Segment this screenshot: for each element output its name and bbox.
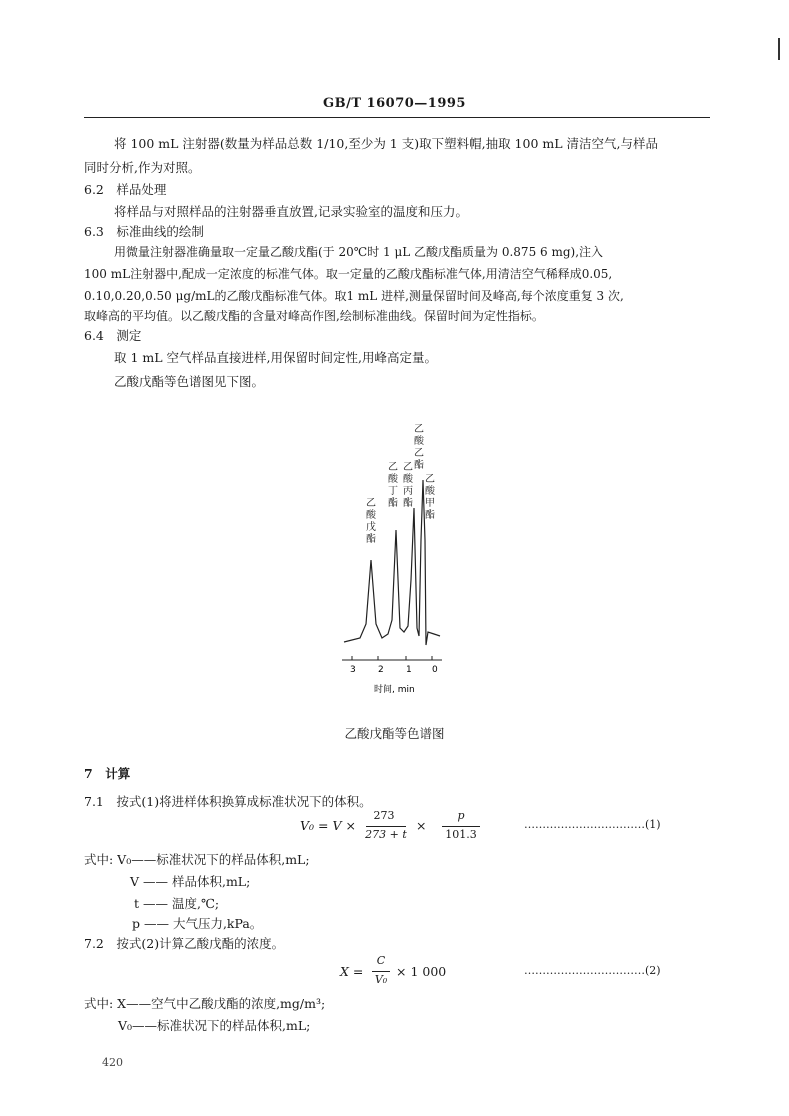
peak-label-amyl-acetate: 乙酸戊酯 [366,498,376,545]
page-number: 420 [102,1056,123,1069]
equation-1-lhs: V₀ = V × [300,818,356,833]
paragraph-line: 将 100 mL 注射器(数量为样品总数 1/10,至少为 1 支)取下塑料帽,抽取 100 mL 清洁空气,与样品 [114,136,658,151]
x-axis-label: 时间, min [374,685,415,695]
eq1-fraction-bar-2 [442,826,480,827]
margin-mark [778,38,780,60]
paragraph-line: 用微量注射器准确量取一定量乙酸戊酯(于 20℃时 1 μL 乙酸戊酯质量为 0.875 6 mg),注入 [114,245,604,259]
chromatogram-figure [330,420,470,705]
header-rule [84,117,710,118]
definition-line: V —— 样品体积,mL; [130,874,251,889]
paragraph-line: 100 mL注射器中,配成一定浓度的标准气体。取一定量的乙酸戊酯标准气体,用清洁空气稀释成0.05, [84,267,613,281]
x-tick-label: 3 [350,665,356,675]
eq1-denominator-2: 101.3 [445,828,477,841]
page-header: GB/T 16070—1995 [323,96,466,111]
paragraph-line: 乙酸戊酯等色谱图见下图。 [114,374,265,389]
x-axis-ticks [352,656,432,660]
x-tick-label: 2 [378,665,384,675]
peak-label-methyl-acetate: 乙酸甲酯 [425,474,435,521]
eq1-numerator-1: 273 [373,809,395,822]
section-heading: 7 计算 [84,766,131,781]
section-heading: 7.1 按式(1)将进样体积换算成标准状况下的体积。 [84,794,372,809]
eq1-number-dots: ……………………………(1) [524,818,661,831]
eq1-denominator-1: 273 + t [365,828,407,841]
section-heading: 6.3 标准曲线的绘制 [84,224,204,239]
paragraph-line: 取 1 mL 空气样品直接进样,用保留时间定性,用峰高定量。 [114,350,437,365]
eq2-number-dots: ……………………………(2) [524,964,661,977]
definition-line: t —— 温度,℃; [134,896,220,911]
eq2-numerator: C [376,954,386,967]
eq2-fraction-bar [372,971,390,972]
equation-2-lhs: X = [340,964,364,979]
paragraph-line: 将样品与对照样品的注射器垂直放置,记录实验室的温度和压力。 [114,204,468,219]
definition-line: 式中: V₀——标准状况下的样品体积,mL; [84,852,310,867]
section-heading: 6.4 测定 [84,328,142,343]
section-heading: 7.2 按式(2)计算乙酸戊酯的浓度。 [84,936,285,951]
eq1-times: × [416,818,427,833]
figure-caption: 乙酸戊酯等色谱图 [344,726,445,741]
eq2-denominator: V₀ [374,973,388,986]
section-heading: 6.2 样品处理 [84,182,167,197]
paragraph-line: 0.10,0.20,0.50 μg/mL的乙酸戊酯标准气体。取1 mL 进样,测量保留时间及峰高,每个浓度重复 3 次, [84,289,624,303]
definition-line: p —— 大气压力,kPa。 [132,916,263,931]
eq1-fraction-bar-1 [366,826,406,827]
paragraph-line: 取峰高的平均值。以乙酸戊酯的含量对峰高作图,绘制标准曲线。保留时间为定性指标。 [84,309,544,323]
eq2-rhs: × 1 000 [396,964,447,979]
x-tick-label: 0 [432,665,438,675]
definition-line: V₀——标准状况下的样品体积,mL; [118,1018,311,1033]
peak-label-propyl-acetate: 乙酸丙酯 [403,462,413,509]
paragraph-line: 同时分析,作为对照。 [84,160,201,175]
definition-line: 式中: X——空气中乙酸戊酯的浓度,mg/m³; [84,996,326,1011]
peak-label-butyl-acetate: 乙酸丁酯 [388,462,398,509]
peak-label-ethyl-acetate: 乙酸乙酯 [414,424,424,471]
x-tick-label: 1 [406,665,412,675]
eq1-numerator-2: p [457,809,465,822]
